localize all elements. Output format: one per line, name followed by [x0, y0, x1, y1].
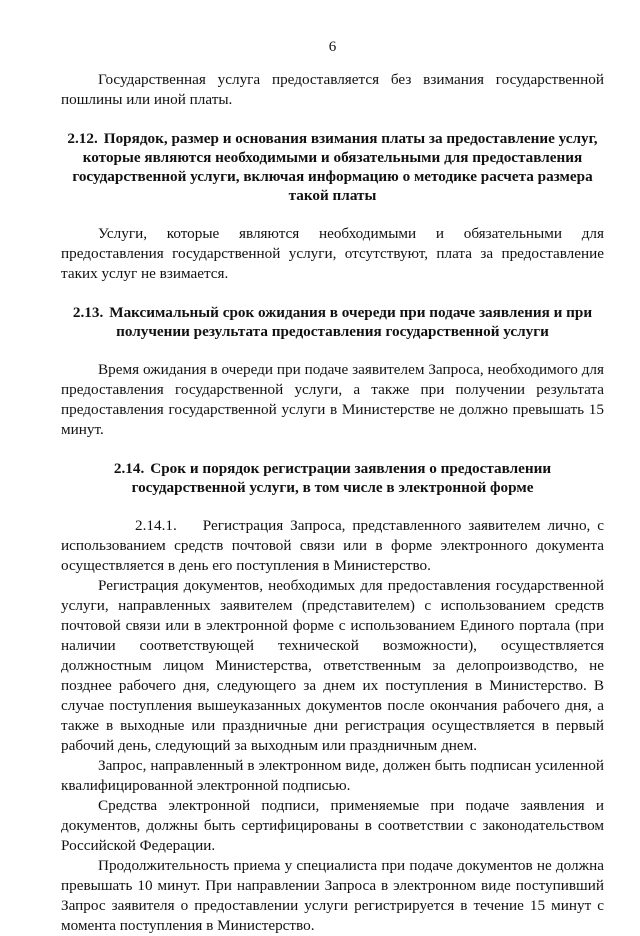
- section-heading-2-14: [61, 459, 604, 497]
- paragraph-intro: Государственная услуга предоставляется без взимания государственной пошлины или иной платы.: [61, 71, 604, 108]
- section-number: 2.14.: [113, 460, 145, 477]
- paragraph-2-14-1: [61, 516, 604, 576]
- paragraph-2-13: Время ожидания в очереди при подаче заявителем Запроса, необходимого для предоставления государственной услуги, а также при получении результата предоставления государственной услуги в Министерстве не должно превышать 15 минут.: [61, 361, 604, 438]
- paragraph-2-14-registration: Регистрация документов, необходимых для предоставления государственной услуги, направленных заявителем (представителем) с использованием средств почтовой связи или в электронной форме с использованием Единого портала (при наличии соответствующей технической возможности), осуществляется должностным лицом Министерства, ответственным за делопроизводство, не позднее рабочего дня, следующего за днем их поступления в Министерство. В случае поступления вышеуказанных документов после окончания рабочего дня, а также в выходные или праздничные дни регистрация осуществляется в первый рабочий день, следующий за выходным или праздничным днем.: [61, 577, 604, 754]
- item-text: Регистрация Запроса, представленного заявителем лично, с использованием средств почтовой связи или в форме электронного документа осуществляется в день его поступления в Министерство.: [61, 517, 604, 574]
- paragraph-2-14-signature: Запрос, направленный в электронном виде, должен быть подписан усиленной квалифицированной электронной подписью.: [61, 757, 604, 794]
- paragraph-2-14-certification: Средства электронной подписи, применяемые при подаче заявления и документов, должны быть сертифицированы в соответствии с законодательством Российской Федерации.: [61, 797, 604, 854]
- section-number: 2.13.: [72, 304, 104, 321]
- section-number: 2.12.: [67, 130, 98, 147]
- section-title: Максимальный срок ожидания в очереди при подаче заявления и при получении результата предоставления государственной услуги: [109, 304, 593, 340]
- section-heading-2-13: [61, 303, 604, 341]
- item-number: 2.14.1.: [135, 517, 177, 534]
- section-title: Срок и порядок регистрации заявления о предоставлении государственной услуги, в том числе в электронной форме: [131, 460, 552, 496]
- paragraph-2-14-duration: Продолжительность приема у специалиста при подаче документов не должна превышать 10 минут. При направлении Запроса в электронном виде поступивший Запрос заявителя о предоставлении услуги регистрируется в течение 15 минут с момента поступления в Министерство.: [61, 857, 604, 934]
- section-heading-2-12: [61, 129, 604, 205]
- section-title: Порядок, размер и основания взимания платы за предоставление услуг, которые являются необходимыми и обязательными для предоставления государственной услуги, включая информацию о методике расчета размера такой платы: [72, 130, 598, 204]
- page-number: 6: [328, 39, 337, 55]
- paragraph-2-12: Услуги, которые являются необходимыми и обязательными для предоставления государственной услуги, отсутствуют, плата за предоставление таких услуг не взимается.: [61, 225, 604, 282]
